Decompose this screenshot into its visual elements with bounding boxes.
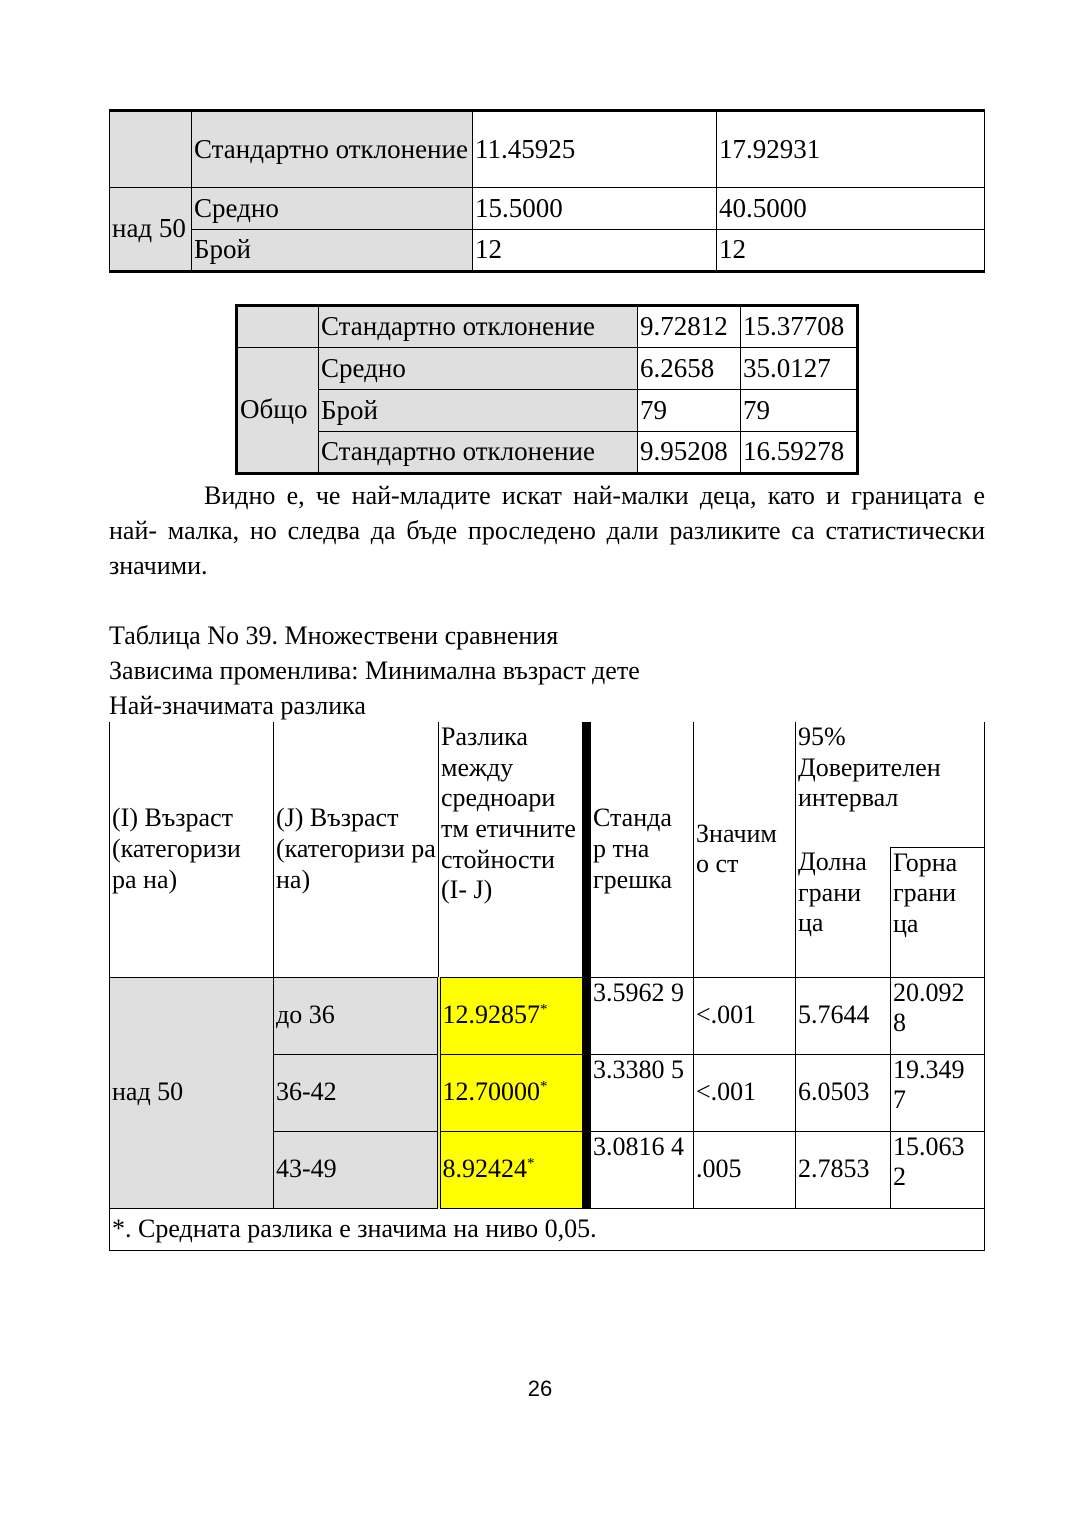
upper-bound-cell: 19.349 7 <box>891 1054 985 1131</box>
value-cell: 9.72812 <box>638 306 741 348</box>
value-cell: 79 <box>741 390 858 432</box>
value-cell: 12 <box>473 230 717 272</box>
group-cell: над 50 <box>110 977 274 1208</box>
value-cell: 6.2658 <box>638 348 741 390</box>
significance-mark: * <box>527 1155 535 1172</box>
header-mean-difference: Разлика между средноари тм етичните стойности (I- J) <box>439 722 587 977</box>
header-confidence-interval: 95% Доверителен интервал <box>796 722 985 847</box>
lower-bound-cell: 5.7644 <box>796 977 891 1054</box>
group-cell-empty <box>237 306 319 348</box>
header-significance: Значим о ст <box>694 722 796 977</box>
std-error-cell: 3.0816 4 <box>587 1131 694 1208</box>
mean-difference-cell <box>439 1131 587 1208</box>
lower-bound-cell: 6.0503 <box>796 1054 891 1131</box>
std-error-cell: 3.5962 9 <box>587 977 694 1054</box>
header-i-age: (I) Възраст (категоризи ра на) <box>110 722 274 977</box>
table-caption-dependent: Зависима променлива: Минимална възраст дете <box>109 656 640 685</box>
group-cell: Общо <box>237 348 319 474</box>
std-error-cell: 3.3380 5 <box>587 1054 694 1131</box>
lower-bound-cell: 2.7853 <box>796 1131 891 1208</box>
row-label: Средно <box>319 348 638 390</box>
group-cell: над 50 <box>110 188 192 272</box>
upper-bound-cell: 20.092 8 <box>891 977 985 1054</box>
descriptives-total-table <box>235 304 859 475</box>
value-cell: 15.37708 <box>741 306 858 348</box>
significance-cell: <.001 <box>694 1054 796 1131</box>
header-upper-bound: Горна грани ца <box>891 847 985 977</box>
value-cell: 35.0127 <box>741 348 858 390</box>
row-label: Брой <box>319 390 638 432</box>
value-cell: 15.5000 <box>473 188 717 230</box>
value-cell: 17.92931 <box>717 111 985 188</box>
multiple-comparisons-table <box>109 722 985 1251</box>
j-age-cell: 43-49 <box>274 1131 439 1208</box>
significance-cell: .005 <box>694 1131 796 1208</box>
value-cell: 12 <box>717 230 985 272</box>
table-caption-method: Най-значимата разлика <box>109 691 366 720</box>
body-paragraph: Видно е, че най-младите искат най-малки деца, като и границата е най- малка, но следва да бъде проследено дали разликите са статистически значими. <box>109 481 985 580</box>
value-cell: 9.95208 <box>638 432 741 474</box>
j-age-cell: до 36 <box>274 977 439 1054</box>
mean-difference-cell <box>439 977 587 1054</box>
header-std-error: Станда р тна грешка <box>587 722 694 977</box>
significance-mark: * <box>540 1078 548 1095</box>
row-label: Средно <box>192 188 473 230</box>
upper-bound-cell: 15.063 2 <box>891 1131 985 1208</box>
row-label: Стандартно отклонение <box>319 306 638 348</box>
page-number: 26 <box>527 1376 553 1401</box>
significance-cell: <.001 <box>694 977 796 1054</box>
mean-difference-value: 12.92857 <box>442 1000 540 1030</box>
header-j-age: (J) Възраст (категоризи ра на) <box>274 722 439 977</box>
row-label: Стандартно отклонение <box>192 111 473 188</box>
value-cell: 40.5000 <box>717 188 985 230</box>
descriptives-table-continued <box>109 109 985 273</box>
table-caption-title: Таблица No 39. Множествени сравнения <box>109 621 559 650</box>
row-label: Брой <box>192 230 473 272</box>
value-cell: 79 <box>638 390 741 432</box>
header-lower-bound: Долна грани ца <box>796 847 891 977</box>
value-cell: 16.59278 <box>741 432 858 474</box>
row-label: Стандартно отклонение <box>319 432 638 474</box>
significance-mark: * <box>540 1001 548 1018</box>
mean-difference-value: 8.92424 <box>442 1154 527 1184</box>
j-age-cell: 36-42 <box>274 1054 439 1131</box>
table-footnote: *. Средната разлика е значима на ниво 0,05. <box>110 1208 985 1250</box>
mean-difference-value: 12.70000 <box>442 1077 540 1107</box>
value-cell: 11.45925 <box>473 111 717 188</box>
group-cell-empty <box>110 111 192 188</box>
mean-difference-cell <box>439 1054 587 1131</box>
